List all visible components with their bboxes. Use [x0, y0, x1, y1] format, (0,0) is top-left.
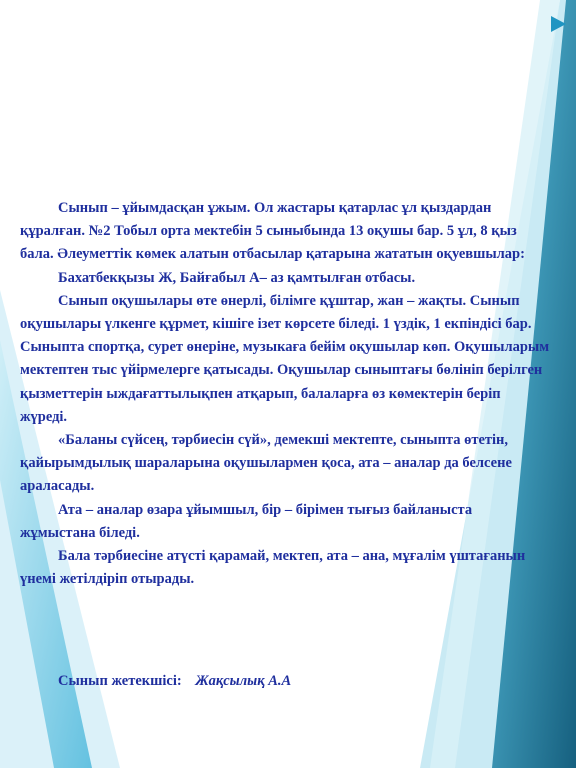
body-text [20, 197, 550, 591]
paragraph-students-talents: Сынып оқушылары өте өнерлі, білімге құштар, жан – жақты. Сынып оқушылары үлкенге құрмет, кішіге ізет көрсете біледі. 1 үздік, 1 екпіндісі бар. Сыныпта спортқа, сурет өнеріне, музыкаға бейім оқушылар көп. Оқушыларым мектептен тыс үйірмелерге қатысады. Оқушылар сыныптағы бөлініп берілген қызметтерін ыждағаттылықпен атқарып, балаларға өз көмектерін беріп жүреді. [20, 292, 550, 425]
signature [58, 670, 291, 693]
signature-name: Жақсылық А.А [195, 673, 292, 689]
signature-label: Сынып жетекшісі: [58, 673, 182, 689]
paragraph-parents-cooperation: Ата – аналар өзара ұйымшыл, бір – бірімен тығыз байланыста жұмыстана біледі. [20, 501, 473, 541]
paragraph-upbringing: Бала тәрбиесіне атүсті қарамай, мектеп, ата – ана, мұғалім үштағанын үнемі жетілдіріп отырады. [20, 548, 526, 588]
paragraph-low-income-families: Бахатбекқызы Ж, Байғабыл А– аз қамтылған отбасы. [58, 269, 416, 286]
paragraph-parents-participation: «Баланы сүйсең, тәрбиесін сүй», демекші мектепте, сыныпта өтетін, қайырымдылық шараларына оқушылармен қоса, ата – аналар да белсене араласады. [20, 432, 512, 495]
paragraph-class-description: Сынып – ұйымдасқан ұжым. Ол жастары қатарлас ұл қыздардан құралған. №2 Тобыл орта мектебін 5 сыныбында 13 оқушы бар. 5 ұл, 8 қыз бала. Әлеуметтік көмек алатын отбасылар қатарына жататын оқуевшылар: [20, 200, 525, 263]
